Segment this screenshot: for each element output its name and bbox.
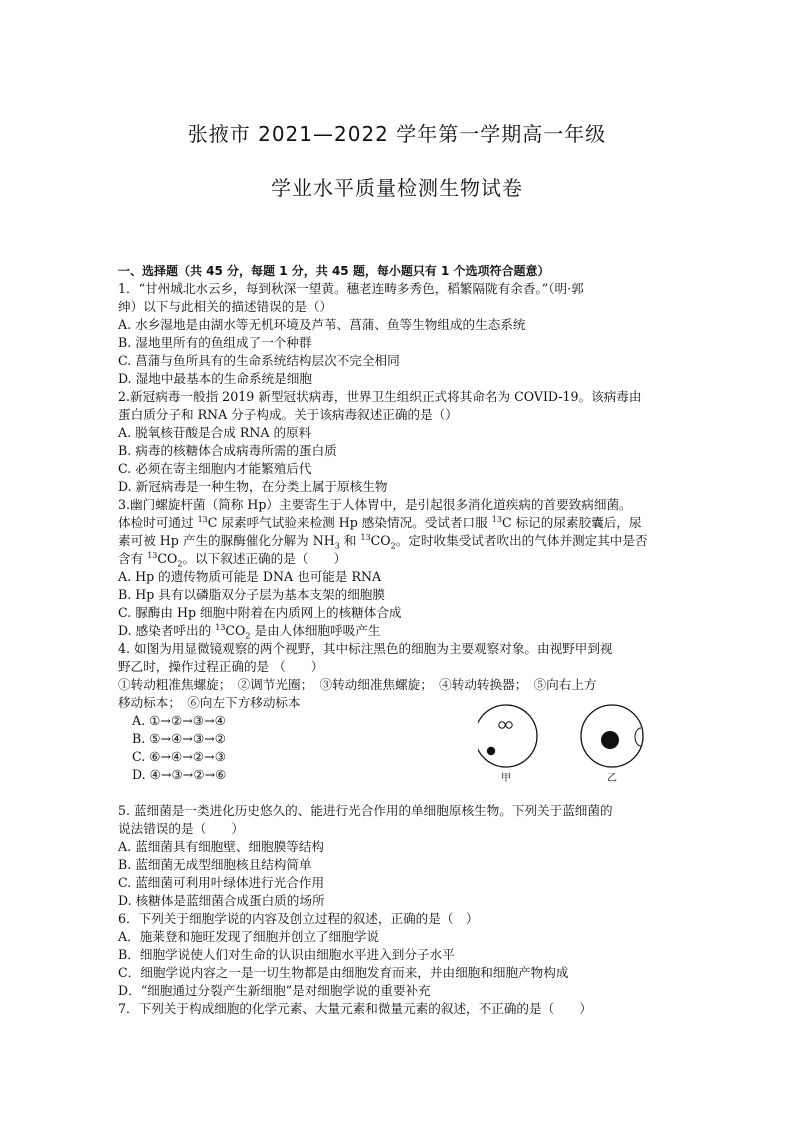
q4-option-a: A. ①→②→③→④	[132, 713, 226, 728]
q3-option-c: C. 脲酶由 Hp 细胞中附着在内质网上的核糖体合成	[118, 605, 402, 620]
microscope-fields-figure	[478, 698, 658, 798]
q2-option-a: A. 脱氧核苷酸是合成 RNA 的原料	[118, 425, 312, 440]
q4-steps-line2: 移动标本； ⑥向左下方移动标本	[118, 695, 301, 710]
q6-option-d: D．“细胞通过分裂产生新细胞”是对细胞学说的重要补充	[118, 983, 431, 998]
q3-text: 是由人体细胞呼吸产生	[250, 623, 381, 638]
q2-option-b: B. 病毒的核糖体合成病毒所需的蛋白质	[118, 443, 337, 458]
q5-option-c: C. 蓝细菌可利用叶绿体进行光合作用	[118, 875, 325, 890]
subscript: 2	[390, 541, 396, 551]
q3-option-b: B. Hp 具有以磷脂双分子层为基本支架的细胞膜	[118, 587, 385, 602]
q3-text: 和	[339, 533, 361, 548]
partial-cell-outline	[635, 728, 641, 746]
q3-text: 含有	[118, 551, 148, 566]
q6-option-c: C．细胞学说内容之一是一切生物都是由细胞发育而来，并由细胞和细胞产物构成	[118, 965, 569, 980]
q4-options-and-figure	[118, 712, 680, 802]
q3-text: 尿素呼气试验来检测 Hp 感染情况。受试者口服	[217, 515, 492, 530]
isotope-mass: 13	[197, 514, 208, 524]
section-heading: 一、选择题（共 45 分，每题 1 分，共 45 题，每小题只有 1 个选项符合题意）	[118, 264, 550, 278]
q5-option-a: A. 蓝细菌具有细胞壁、细胞膜等结构	[118, 839, 325, 854]
q3-stem-line4	[118, 550, 680, 568]
q1-option-b: B. 湿地里所有的鱼组成了一个种群	[118, 335, 312, 350]
exam-content	[118, 262, 680, 1018]
q4-option-b: B. ⑤→④→③→②	[132, 731, 227, 746]
exam-title-line2: 学业水平质量检测生物试卷	[271, 176, 523, 200]
subscript: 2	[245, 631, 251, 641]
q3-option-a: A. Hp 的遗传物质可能是 DNA 也可能是 RNA	[118, 569, 382, 584]
field-yi-label: 乙	[607, 773, 617, 784]
q3-text: 体检时可通过	[118, 515, 198, 530]
q5-option-b: B. 蓝细菌无成型细胞核且结构简单	[118, 857, 312, 872]
q2-option-d: D. 新冠病毒是一种生物，在分类上属于原核生物	[118, 479, 388, 494]
subscript: 3	[334, 541, 340, 551]
q6-option-a: A．施莱登和施旺发现了细胞并创立了细胞学说	[118, 929, 379, 944]
carbon-symbol: C	[207, 515, 218, 530]
q3-text: 。以下叙述正确的是（ ）	[182, 551, 347, 566]
field-jia-circle	[478, 705, 537, 767]
field-jia-label: 甲	[501, 773, 511, 784]
q4-steps-line1: ①转动粗准焦螺旋； ②调节光圈； ③转动细准焦螺旋； ④转动转换器； ⑤向右上方	[118, 677, 597, 692]
q3-stem-line3	[118, 532, 680, 550]
isotope-mass: 13	[360, 532, 371, 542]
q1-stem-line1: 1．“甘州城北水云乡，每到秋深一望黄。穗老连畴多秀色，稻繁隔陇有余香。”（明·郭	[118, 281, 584, 296]
isotope-mass: 13	[147, 550, 158, 560]
q3-option-d	[118, 622, 680, 640]
q3-text: 。定时收集受试者吹出的气体并测定其中是否	[395, 533, 648, 548]
target-cell-jia	[487, 747, 495, 755]
q6-stem: 6．下列关于细胞学说的内容及创立过程的叙述，正确的是（ ）	[118, 911, 479, 926]
isotope-mass: 13	[491, 514, 502, 524]
co-formula: CO	[157, 551, 178, 566]
q3-stem-line1: 3.幽门螺旋杆菌（简称 Hp）主要寄生于人体胃中，是引起很多消化道疾病的首要致病细菌。	[118, 497, 632, 512]
cell-outline	[506, 722, 512, 728]
q2-stem-line2: 蛋白质分子和 RNA 分子构成。关于该病毒叙述正确的是（）	[118, 407, 458, 422]
q3-text: 标记的尿素胶囊后，尿	[511, 515, 642, 530]
q7-stem: 7．下列关于构成细胞的化学元素、大量元素和微量元素的叙述，不正确的是（ ）	[118, 1001, 592, 1016]
q2-stem-line1: 2.新冠病毒一般指 2019 新型冠状病毒，世界卫生组织正式将其命名为 COVID-19。该病毒由	[118, 389, 642, 404]
q6-option-b: B．细胞学说使人们对生命的认识由细胞水平进入到分子水平	[118, 947, 455, 962]
co-formula: CO	[225, 623, 246, 638]
q4-option-c: C. ⑥→④→②→③	[132, 749, 227, 764]
q3-stem-line2	[118, 514, 680, 532]
cell-outline	[499, 722, 505, 728]
exam-title-line1: 张掖市 2021—2022 学年第一学期高一年级	[187, 122, 607, 146]
co-formula: CO	[370, 533, 391, 548]
subscript: 2	[177, 559, 183, 569]
q1-option-c: C. 菖蒲与鱼所具有的生命系统结构层次不完全相同	[118, 353, 400, 368]
q4-stem-line2: 野乙时，操作过程正确的是 （ ）	[118, 659, 324, 674]
q2-option-c: C. 必须在寄主细胞内才能繁殖后代	[118, 461, 312, 476]
q4-options	[118, 712, 226, 784]
q5-option-d: D. 核糖体是蓝细菌合成蛋白质的场所	[118, 893, 325, 908]
carbon-symbol: C	[501, 515, 512, 530]
q3-text: D. 感染者呼出的	[118, 623, 216, 638]
isotope-mass: 13	[215, 622, 226, 632]
q4-option-d: D. ④→③→②→⑥	[132, 767, 227, 782]
q1-stem-line2: 绅）以下与此相关的描述错误的是（）	[118, 299, 333, 314]
q3-text: 素可被 Hp 产生的脲酶催化分解为 NH	[118, 533, 335, 548]
q1-option-d: D. 湿地中最基本的生命系统是细胞	[118, 371, 312, 386]
target-cell-yi	[601, 731, 619, 749]
q5-stem-line1: 5. 蓝细菌是一类进化历史悠久的、能进行光合作用的单细胞原核生物。下列关于蓝细菌的	[118, 803, 613, 818]
q4-stem-line1: 4. 如图为用显微镜观察的两个视野，其中标注黑色的细胞为主要观察对象。由视野甲到视	[118, 641, 613, 656]
q1-option-a: A. 水乡湿地是由湖水等无机环境及芦苇、菖蒲、鱼等生物组成的生态系统	[118, 317, 526, 332]
q5-stem-line2: 说法错误的是（ ）	[118, 821, 244, 836]
